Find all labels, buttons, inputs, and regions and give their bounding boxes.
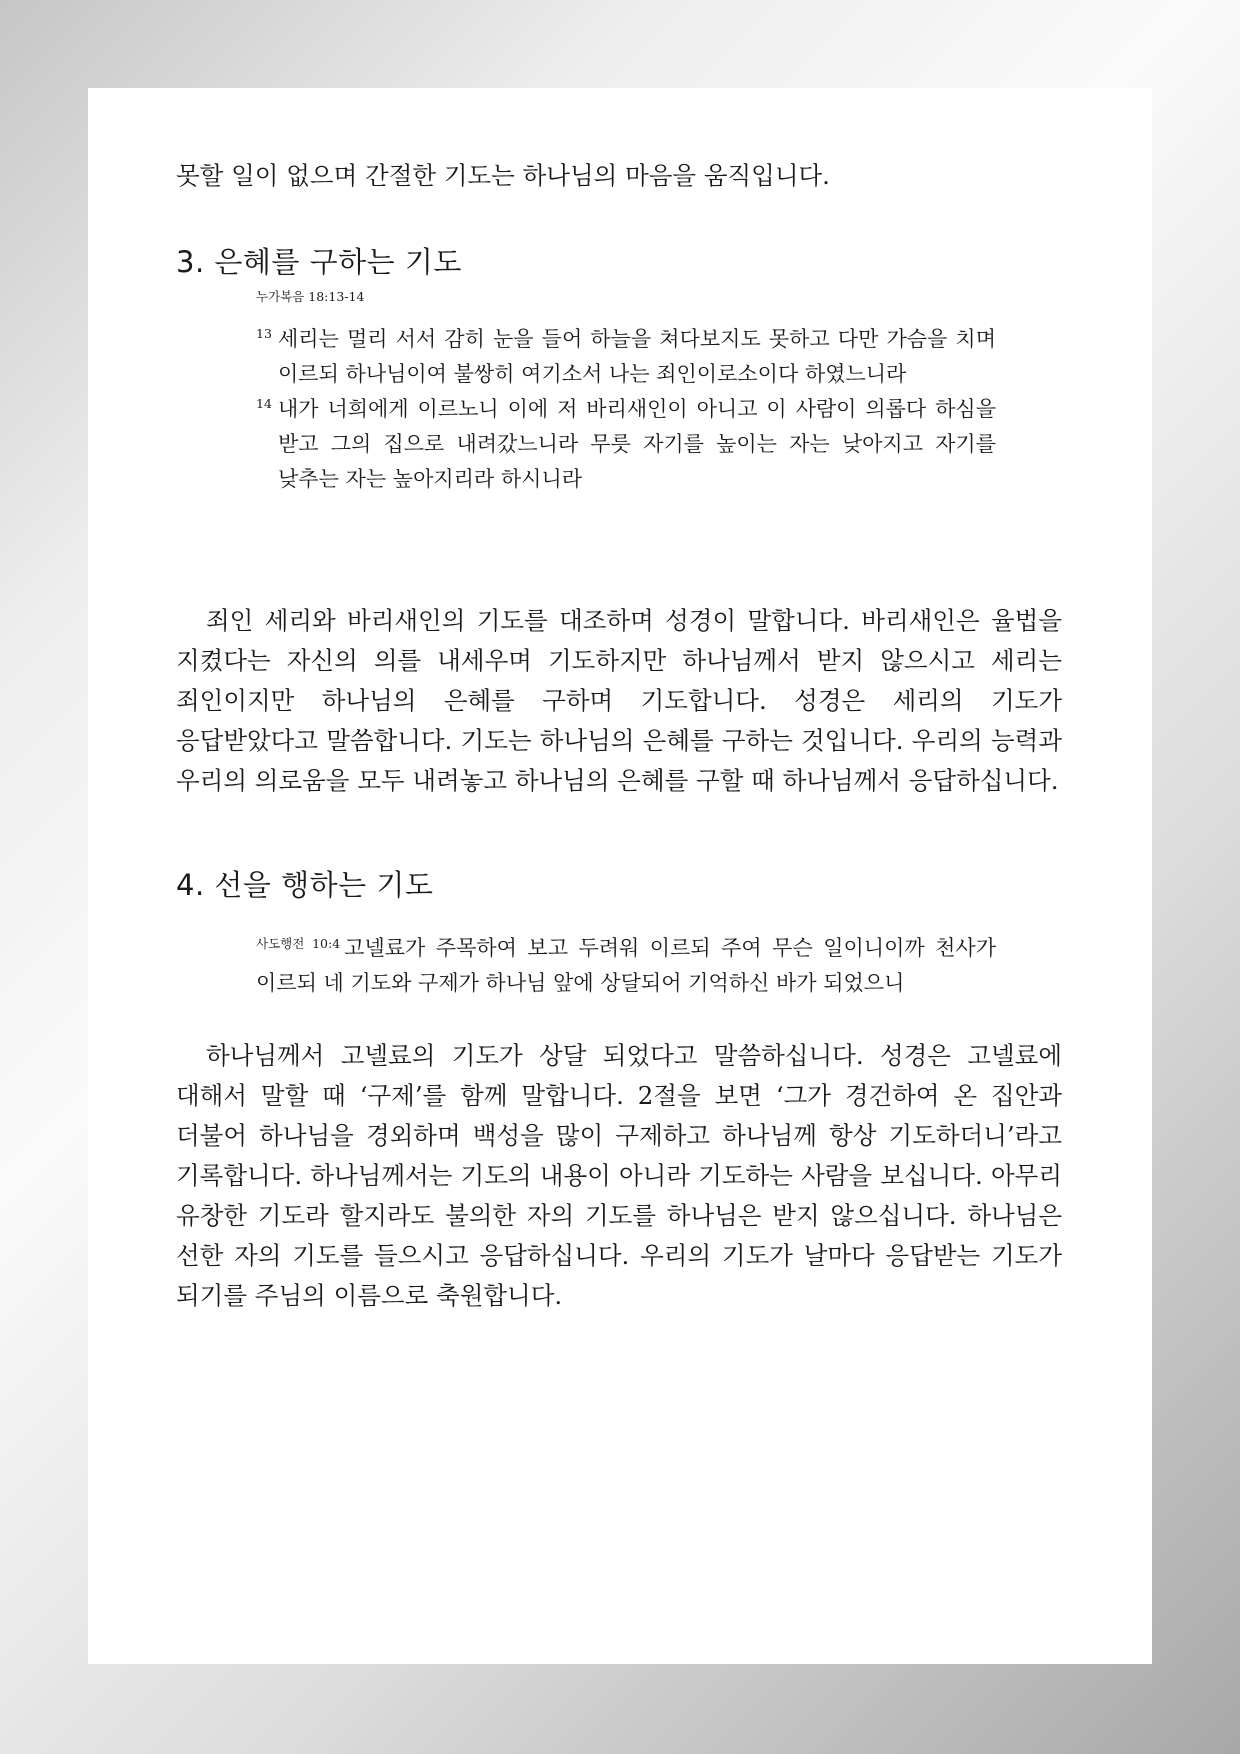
verse-text: 고넬료가 주목하여 보고 두려워 이르되 주여 무슨 일이니이까 천사가 이르되 네 기도와 구제가 하나님 앞에 상달되어 기억하신 바가 되었으니 [256,936,996,995]
scripture-reference: 사도행전 10:4 [256,936,341,951]
document-page [88,88,1152,1664]
section-3-body-wrap [176,601,1062,801]
scripture-reference: 누가복음 18:13-14 [256,289,365,304]
verse-acts-10-4 [256,926,996,1001]
verse-text: 내가 너희에게 이르노니 이에 저 바리새인이 아니고 이 사람이 의롭다 하심을 받고 그의 집으로 내려갔느니라 무릇 자기를 높이는 자는 낮아지고 자기를 낮추는 자는 높아지리라 하시니라 [278,397,996,491]
opening-paragraph: 못할 일이 없으며 간절한 기도는 하나님의 마음을 움직입니다. [176,161,830,190]
section-4-scripture [256,926,996,1001]
verse-text: 세리는 멀리 서서 감히 눈을 들어 하늘을 쳐다보지도 못하고 다만 가슴을 치며 이르되 하나님이여 불쌍히 여기소서 나는 죄인이로소이다 하였느니라 [278,327,996,386]
section-4-body: 하나님께서 고넬료의 기도가 상달 되었다고 말씀하십니다. 성경은 고넬료에 대해서 말할 때 ‘구제’를 함께 말합니다. 2절을 보면 ‘그가 경건하여 온 집안과 더불어 하나님을 경외하며 백성을 많이 구제하고 하나님께 항상 기도하더니’라고 기록합니다. 하나님께서는 기도의 내용이 아니라 기도하는 사람을 보십니다. 아무리 유창한 기도라 할지라도 불의한 자의 기도를 하나님은 받지 않으십니다. 하나님은 선한 자의 기도를 들으시고 응답하십니다. 우리의 기도가 날마다 응답받는 기도가 되기를 주님의 이름으로 축원합니다. [176,1041,1062,1310]
section-3-heading: 3. 은혜를 구하는 기도 [176,245,462,279]
section-4-body-wrap [176,1036,1062,1316]
verse-13 [256,322,996,392]
verse-number: 13 [256,326,272,341]
section-3-body: 죄인 세리와 바리새인의 기도를 대조하며 성경이 말합니다. 바리새인은 율법을 지켰다는 자신의 의를 내세우며 기도하지만 하나님께서 받지 않으시고 세리는 죄인이지만 하나님의 은혜를 구하며 기도합니다. 성경은 세리의 기도가 응답받았다고 말씀합니다. 기도는 하나님의 은혜를 구하는 것입니다. 우리의 능력과 우리의 의로움을 모두 내려놓고 하나님의 은혜를 구할 때 하나님께서 응답하십니다. [176,606,1062,795]
verse-14 [256,392,996,497]
verse-number: 14 [256,396,272,411]
section-3-scripture [256,288,996,497]
section-4-heading-wrap [176,865,1062,905]
section-4-heading: 4. 선을 행하는 기도 [176,868,434,902]
